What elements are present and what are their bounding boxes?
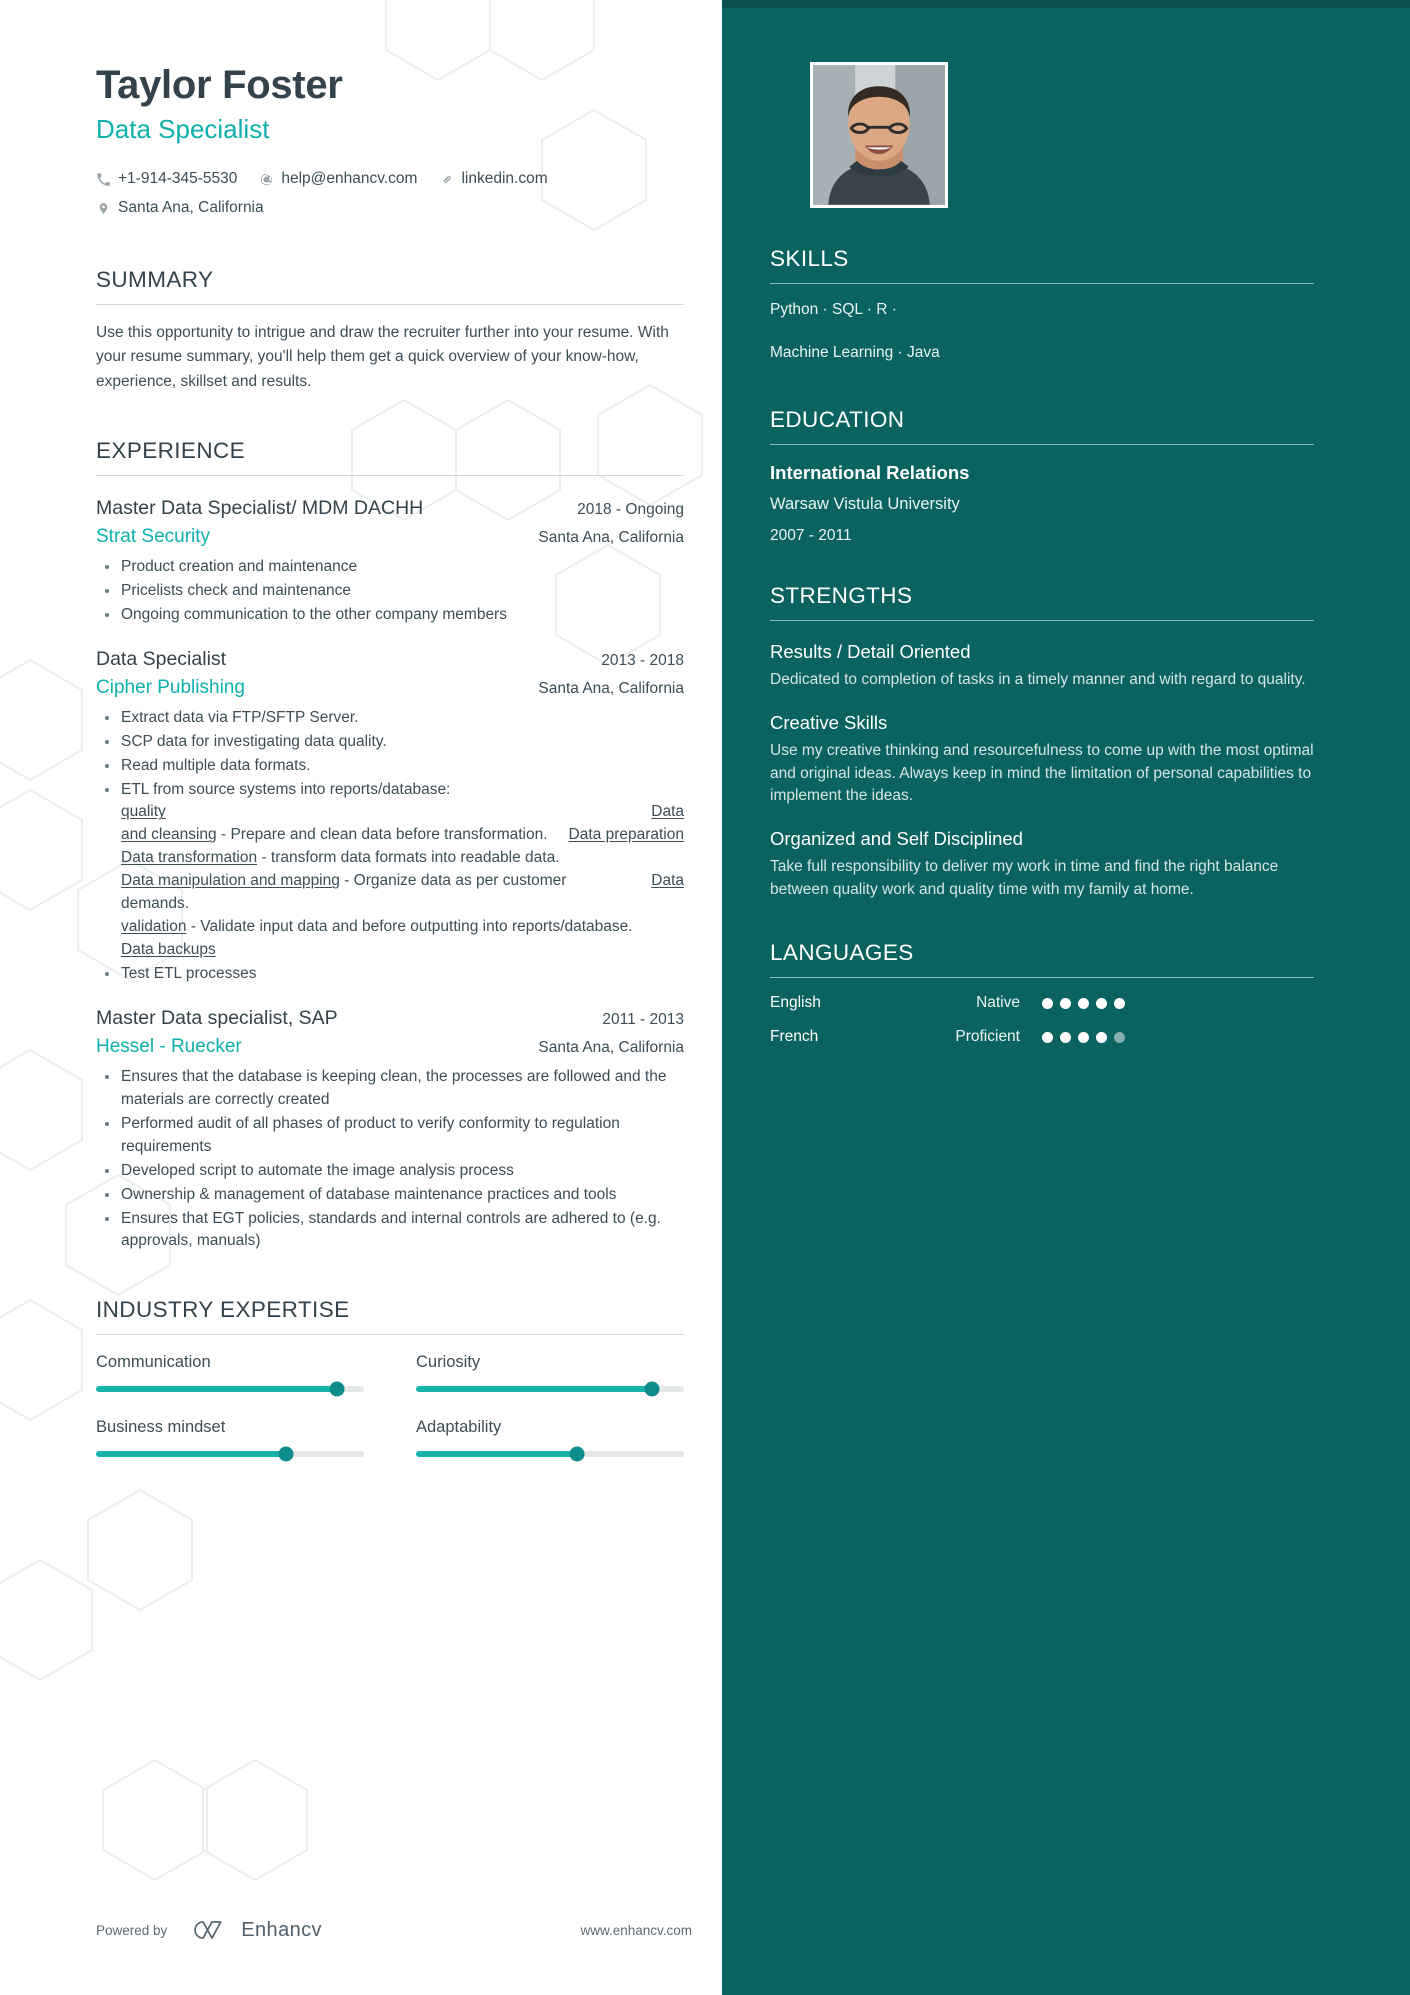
language-rating-dots [1042,1032,1125,1043]
experience-bullets [96,1066,684,1254]
industry-expertise-heading: INDUSTRY EXPERTISE [96,1297,350,1323]
phone-icon [96,172,111,187]
rating-dot [1078,1032,1089,1043]
etl-underline-data-preparation: Data preparation [568,826,684,844]
section-strengths [770,583,1314,903]
experience-position-row [96,495,684,521]
skills-heading: SKILLS [770,246,849,271]
strength-item [770,640,1314,692]
languages-divider [770,977,1314,978]
strength-description: Dedicated to completion of tasks in a timely manner and with regard to quality. [770,670,1306,688]
section-experience [96,438,684,1253]
expertise-slider-item [416,1353,684,1392]
enhancv-wordmark: Enhancv [241,1918,322,1941]
strengths-divider [770,620,1314,621]
experience-bullet: Ensures that the database is keeping clean, the processes are followed and the materials are correctly created [96,1066,684,1112]
experience-bullets [96,556,684,627]
etl-underline-transformation: Data transformation [121,849,258,867]
summary-body: Use this opportunity to intrigue and draw the recruiter further into your resume. With your resume summary, you'll help them get a quick overview of your know-how, experience, skillset and results. [96,323,669,390]
industry-expertise-divider [96,1334,684,1335]
enhancv-logo-icon [187,1917,231,1943]
etl-lead: ETL from source systems into reports/database: [121,780,451,798]
page-footer [96,1917,722,1943]
expertise-slider-fill [96,1451,286,1457]
location-pin-icon [96,201,111,216]
avatar [810,62,948,208]
experience-position: Data Specialist [96,647,227,670]
experience-dates: 2018 - Ongoing [577,500,684,518]
experience-dates: 2011 - 2013 [602,1010,684,1028]
expertise-label: Communication [96,1353,211,1372]
language-rating-dots [1042,998,1125,1009]
experience-location: Santa Ana, California [538,529,684,547]
etl-underline-data: Data [651,803,684,821]
powered-by-label: Powered by [96,1922,168,1938]
contact-link-text: linkedin.com [461,170,548,188]
email-icon [259,172,274,187]
education-divider [770,444,1314,445]
skills-line: Python · SQL · R · [770,301,897,318]
expertise-label: Curiosity [416,1353,481,1372]
profile-photo-row [770,62,1314,208]
section-summary [96,267,684,394]
rating-dot [1114,998,1125,1009]
strength-description: Take full responsibility to deliver my work in time and find the right balance between quality work and quality time with my family at home. [770,858,1279,899]
rating-dot [1060,1032,1071,1043]
expertise-slider-fill [96,1386,337,1392]
expertise-slider-track[interactable] [416,1386,684,1392]
experience-dates: 2013 - 2018 [601,651,684,669]
experience-heading: EXPERIENCE [96,437,246,463]
experience-company-row [96,672,684,701]
expertise-slider-knob [569,1447,584,1462]
language-name: French [770,1028,819,1046]
experience-position: Master Data Specialist/ MDM DACHH [96,496,424,519]
expertise-slider-grid [96,1353,684,1457]
summary-heading: SUMMARY [96,266,214,292]
enhancv-logo [187,1917,322,1943]
experience-company: Strat Security [96,526,211,548]
experience-item [96,495,684,627]
contact-email-text: help@enhancv.com [281,170,418,188]
expertise-slider-item [416,1418,684,1457]
contact-location [96,194,264,223]
expertise-slider-item [96,1418,364,1457]
expertise-slider-knob [644,1382,659,1397]
etl-underline-cleansing: and cleansing [121,826,217,844]
expertise-slider-fill [416,1451,577,1457]
language-level: Native [976,994,1020,1012]
contact-email[interactable] [259,165,417,194]
expertise-slider-knob [330,1382,345,1397]
skills-divider [770,283,1314,284]
language-row [770,1028,1314,1046]
contact-phone[interactable] [96,165,237,194]
candidate-name: Taylor Foster [96,63,343,107]
website-url[interactable]: www.enhancv.com [580,1922,692,1938]
section-skills [770,246,1314,369]
language-level: Proficient [955,1028,1020,1046]
section-languages [770,940,1314,1046]
experience-company-row [96,521,684,550]
strengths-heading: STRENGTHS [770,582,913,608]
rating-dot [1060,998,1071,1009]
experience-bullet: Pricelists check and maintenance [96,580,684,603]
etl-underline-quality: quality [121,803,166,821]
experience-bullets [96,707,684,986]
skills-line: Machine Learning · Java [770,343,940,361]
etl-underline-validation: validation [121,918,187,936]
section-industry-expertise [96,1297,684,1457]
rating-dot [1078,998,1089,1009]
contact-link[interactable] [439,165,547,194]
rating-dot-empty [1114,1032,1125,1043]
experience-divider [96,475,684,476]
experience-location: Santa Ana, California [538,680,684,698]
rating-dot [1096,998,1107,1009]
contact-details [96,165,684,222]
education-dates: 2007 - 2011 [770,526,852,544]
language-name: English [770,994,821,1012]
strength-description: Use my creative thinking and resourcefulness to come up with the most optimal and original ideas. Always keep in mind the limitation of personal capabilities to implement the ideas. [770,741,1314,805]
experience-position: Master Data specialist, SAP [96,1006,338,1029]
languages-heading: LANGUAGES [770,940,914,966]
section-education [770,407,1314,544]
rating-dot [1096,1032,1107,1043]
experience-company: Hessel - Ruecker [96,1036,242,1058]
expertise-slider-track[interactable] [96,1386,364,1392]
contact-row-primary [96,165,684,194]
experience-company: Cipher Publishing [96,677,245,699]
strength-item [770,711,1314,809]
link-icon [439,172,454,187]
experience-bullet: SCP data for investigating data quality. [96,731,684,754]
experience-bullet: Test ETL processes [96,963,684,986]
sidebar-column [722,0,1410,1995]
strength-name: Organized and Self Disciplined [770,828,1023,850]
experience-item [96,1005,684,1253]
education-school: Warsaw Vistula University [770,495,960,514]
experience-position-row [96,646,684,672]
experience-bullet: Extract data via FTP/SFTP Server. [96,707,684,730]
experience-location: Santa Ana, California [538,1039,684,1057]
experience-bullet: Ownership & management of database maintenance practices and tools [96,1184,684,1207]
etl-underline-manipulation: Data manipulation and mapping [121,872,340,890]
experience-bullet: Ongoing communication to the other company members [96,604,684,627]
contact-row-location [96,194,684,223]
experience-bullet: Ensures that EGT policies, standards and internal controls are adhered to (e.g. approvals, manuals) [96,1208,684,1254]
expertise-label: Business mindset [96,1418,226,1437]
education-heading: EDUCATION [770,407,905,433]
experience-bullet: Performed audit of all phases of product to verify conformity to regulation requirements [96,1113,684,1159]
etl-underline-backups: Data backups [121,941,216,959]
experience-bullet-etl: ETL from source systems into reports/database: quality Data and cleansing - Prepare and clean data before transformation. Data preparation Data transformation - transform data formats into readable data. Data manipulation and mapping - Organize data as per customer Data demands. validation - Validate input data and before outputting into reports/database. Data backups [96,779,684,963]
language-row [770,994,1314,1012]
experience-bullet: Developed script to automate the image analysis process [96,1160,684,1183]
education-degree: International Relations [770,462,970,484]
expertise-slider-knob [279,1447,294,1462]
candidate-job-title: Data Specialist [96,114,270,144]
expertise-slider-track[interactable] [96,1451,364,1457]
strength-name: Results / Detail Oriented [770,640,971,662]
expertise-slider-track[interactable] [416,1451,684,1457]
rating-dot [1042,998,1053,1009]
expertise-slider-fill [416,1386,652,1392]
experience-company-row [96,1031,684,1060]
contact-location-text: Santa Ana, California [118,198,264,216]
experience-position-row [96,1005,684,1031]
experience-bullet: Product creation and maintenance [96,556,684,579]
resume-header [96,62,684,223]
expertise-label: Adaptability [416,1418,502,1437]
experience-bullet: Read multiple data formats. [96,755,684,778]
contact-phone-text: +1-914-345-5530 [118,170,238,188]
strength-item [770,827,1314,902]
strength-name: Creative Skills [770,711,888,733]
etl-underline-data-tail: Data [651,872,684,890]
expertise-slider-item [96,1353,364,1392]
summary-divider [96,304,684,305]
experience-item [96,646,684,986]
rating-dot [1042,1032,1053,1043]
